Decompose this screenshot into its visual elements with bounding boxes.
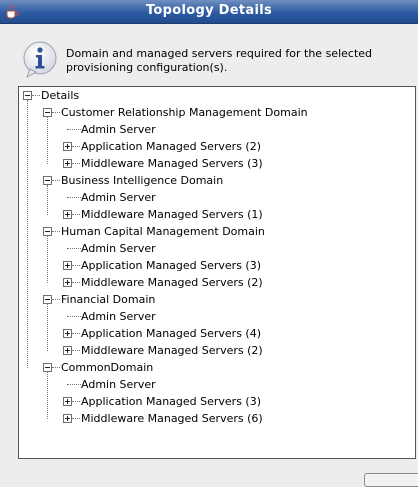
tree-connector xyxy=(72,214,80,215)
tree-connector xyxy=(47,117,48,164)
tree-domain-item[interactable] xyxy=(19,291,409,308)
expand-icon[interactable] xyxy=(63,346,72,355)
tree-server-item[interactable] xyxy=(19,257,409,274)
tree-item-label: Admin Server xyxy=(81,242,156,255)
tree-item-label: Customer Relationship Management Domain xyxy=(61,106,308,119)
expand-icon[interactable] xyxy=(63,210,72,219)
tree-root-details[interactable] xyxy=(19,87,409,104)
tree-connector xyxy=(72,401,80,402)
info-message xyxy=(22,41,412,81)
tree-connector xyxy=(67,248,81,249)
tree-connector xyxy=(72,146,80,147)
tree-server-item[interactable] xyxy=(19,155,409,172)
tree-domain-item[interactable] xyxy=(19,223,409,240)
tree-server-item[interactable] xyxy=(19,410,409,427)
tree-item-label: Admin Server xyxy=(81,310,156,323)
tree-item-label: Details xyxy=(41,89,80,102)
tree-connector xyxy=(67,384,81,385)
tree-item-label: CommonDomain xyxy=(61,361,154,374)
expand-icon[interactable] xyxy=(63,159,72,168)
tree-item-label: Middleware Managed Servers (3) xyxy=(81,157,263,170)
tree-item-label: Admin Server xyxy=(81,123,156,136)
tree-item-label: Middleware Managed Servers (2) xyxy=(81,344,263,357)
tree-item-label: Financial Domain xyxy=(61,293,156,306)
expand-icon[interactable] xyxy=(63,261,72,270)
dialog-button[interactable] xyxy=(364,473,418,487)
tree-connector xyxy=(32,95,40,96)
collapse-icon[interactable] xyxy=(43,176,52,185)
tree-connector xyxy=(67,197,81,198)
title-bar[interactable] xyxy=(0,0,418,24)
tree-connector xyxy=(72,265,80,266)
tree-domain-item[interactable] xyxy=(19,104,409,121)
tree-server-item[interactable] xyxy=(19,393,409,410)
tree-item-label: Application Managed Servers (2) xyxy=(81,140,262,153)
tree-server-item[interactable] xyxy=(19,206,409,223)
tree-connector xyxy=(27,100,28,368)
collapse-icon[interactable] xyxy=(43,227,52,236)
tree-connector xyxy=(52,299,60,300)
tree-server-item[interactable] xyxy=(19,240,409,257)
tree-item-label: Middleware Managed Servers (1) xyxy=(81,208,263,221)
tree-connector xyxy=(72,333,80,334)
tree-connector xyxy=(47,236,48,283)
expand-icon[interactable] xyxy=(63,397,72,406)
tree-server-item[interactable] xyxy=(19,325,409,342)
tree-connector xyxy=(52,367,60,368)
tree-server-item[interactable] xyxy=(19,308,409,325)
info-message-text: Domain and managed servers required for the selected provisioning configuration(s). xyxy=(66,47,373,74)
tree-server-item[interactable] xyxy=(19,189,409,206)
tree-domain-item[interactable] xyxy=(19,359,409,376)
tree-server-item[interactable] xyxy=(19,138,409,155)
tree-connector xyxy=(47,372,48,419)
tree-server-item[interactable] xyxy=(19,376,409,393)
tree-server-item[interactable] xyxy=(19,274,409,291)
tree-connector xyxy=(52,180,60,181)
tree-server-item[interactable] xyxy=(19,342,409,359)
collapse-icon[interactable] xyxy=(43,295,52,304)
tree-domain-item[interactable] xyxy=(19,172,409,189)
window-title: Topology Details xyxy=(145,3,273,18)
tree-item-label: Admin Server xyxy=(81,378,156,391)
tree-item-label: Human Capital Management Domain xyxy=(61,225,265,238)
tree-connector xyxy=(72,163,80,164)
tree-connector xyxy=(67,316,81,317)
expand-icon[interactable] xyxy=(63,142,72,151)
tree-item-label: Admin Server xyxy=(81,191,156,204)
tree-item-label: Middleware Managed Servers (6) xyxy=(81,412,263,425)
tree-connector xyxy=(72,418,80,419)
tree-connector xyxy=(47,304,48,351)
tree-server-item[interactable] xyxy=(19,121,409,138)
collapse-icon[interactable] xyxy=(43,108,52,117)
topology-tree[interactable] xyxy=(18,86,416,459)
collapse-icon[interactable] xyxy=(43,363,52,372)
collapse-icon[interactable] xyxy=(23,91,32,100)
info-icon xyxy=(22,41,60,79)
tree-item-label: Application Managed Servers (3) xyxy=(81,395,262,408)
tree-item-label: Middleware Managed Servers (2) xyxy=(81,276,263,289)
expand-icon[interactable] xyxy=(63,278,72,287)
tree-connector xyxy=(52,112,60,113)
tree-connector xyxy=(52,231,60,232)
tree-item-label: Business Intelligence Domain xyxy=(61,174,224,187)
expand-icon[interactable] xyxy=(63,414,72,423)
expand-icon[interactable] xyxy=(63,329,72,338)
tree-connector xyxy=(47,185,48,215)
tree-item-label: Application Managed Servers (4) xyxy=(81,327,262,340)
tree-item-label: Application Managed Servers (3) xyxy=(81,259,262,272)
tree-connector xyxy=(67,129,81,130)
tree-connector xyxy=(72,350,80,351)
tree-connector xyxy=(72,282,80,283)
